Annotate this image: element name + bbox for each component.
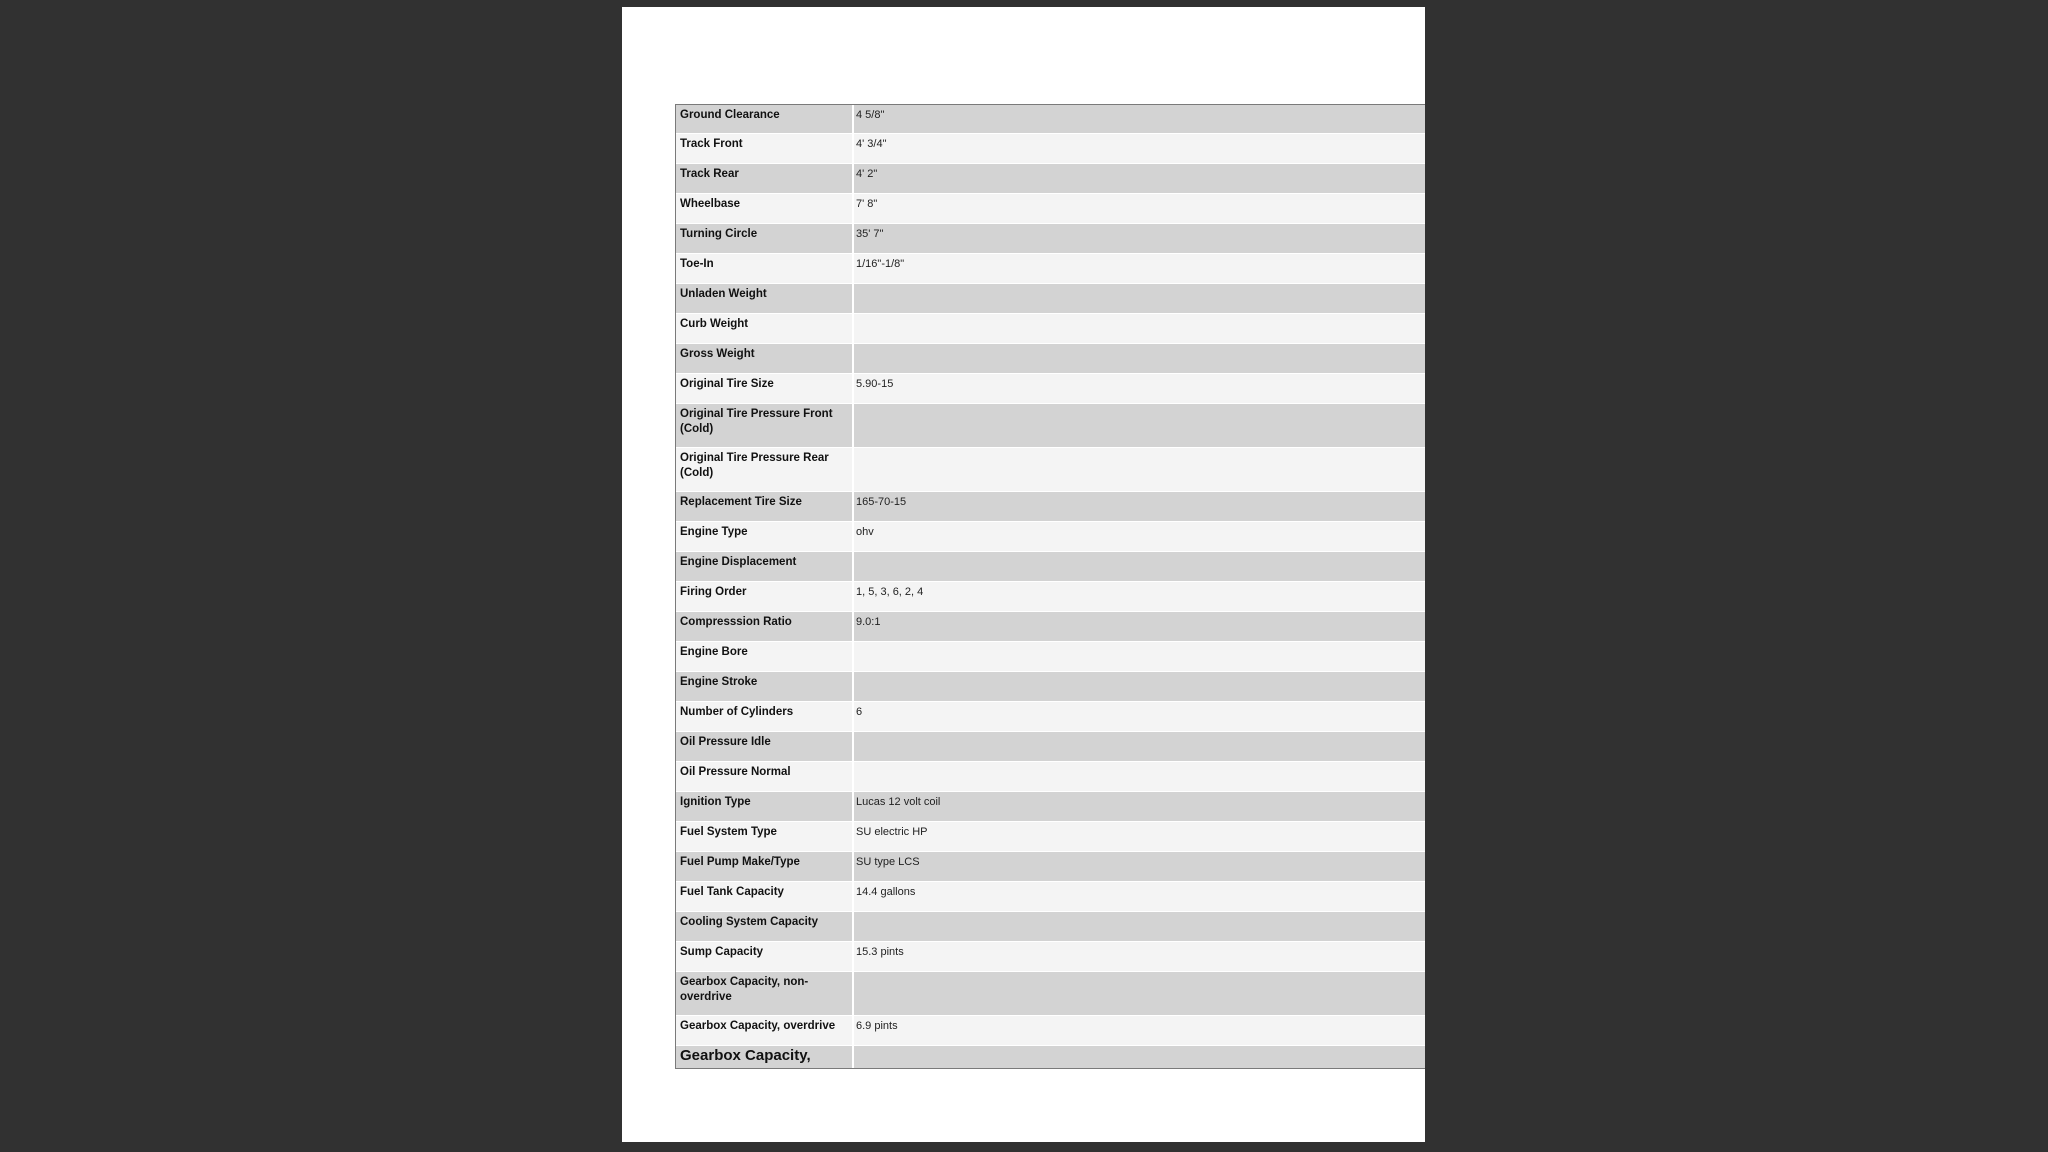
spec-label: Gearbox Capacity, [676, 1046, 854, 1068]
spec-label: Wheelbase [676, 194, 854, 223]
spec-label: Firing Order [676, 582, 854, 611]
spec-label: Unladen Weight [676, 284, 854, 313]
spec-value: 1/16"-1/8" [854, 254, 1425, 283]
spec-label: Gross Weight [676, 344, 854, 373]
table-row [676, 612, 1425, 642]
spec-label: Engine Stroke [676, 672, 854, 701]
spec-value: SU type LCS [854, 852, 1425, 881]
spec-value [854, 284, 1425, 313]
spec-label: Cooling System Capacity [676, 912, 854, 941]
spec-value [854, 344, 1425, 373]
spec-value: Lucas 12 volt coil [854, 792, 1425, 821]
spec-value: 35' 7" [854, 224, 1425, 253]
table-row [676, 284, 1425, 314]
table-row [676, 672, 1425, 702]
spec-label: Compresssion Ratio [676, 612, 854, 641]
table-row [676, 492, 1425, 522]
spec-value: 4' 3/4" [854, 134, 1425, 163]
spec-value [854, 448, 1425, 491]
table-row [676, 448, 1425, 492]
spec-value [854, 732, 1425, 761]
table-row [676, 882, 1425, 912]
table-row [676, 642, 1425, 672]
spec-value [854, 552, 1425, 581]
table-row [676, 522, 1425, 552]
table-row [676, 762, 1425, 792]
spec-value: 4 5/8" [854, 105, 1425, 133]
spec-value: 6.9 pints [854, 1016, 1425, 1045]
spec-value [854, 762, 1425, 791]
spec-value: 6 [854, 702, 1425, 731]
spec-label: Engine Type [676, 522, 854, 551]
spec-value [854, 642, 1425, 671]
table-row [676, 912, 1425, 942]
table-row [676, 105, 1425, 134]
spec-value: 4' 2" [854, 164, 1425, 193]
spec-value [854, 972, 1425, 1015]
spec-label: Oil Pressure Normal [676, 762, 854, 791]
specifications-table [675, 104, 1425, 1069]
spec-value [854, 314, 1425, 343]
table-row [676, 344, 1425, 374]
spec-label: Fuel Pump Make/Type [676, 852, 854, 881]
spec-label: Sump Capacity [676, 942, 854, 971]
spec-value: ohv [854, 522, 1425, 551]
spec-label: Replacement Tire Size [676, 492, 854, 521]
spec-label: Track Rear [676, 164, 854, 193]
table-row [676, 224, 1425, 254]
spec-label: Engine Bore [676, 642, 854, 671]
spec-label: Original Tire Pressure Rear (Cold) [676, 448, 854, 491]
table-row [676, 254, 1425, 284]
spec-label: Turning Circle [676, 224, 854, 253]
document-page [622, 7, 1425, 1142]
spec-value: 9.0:1 [854, 612, 1425, 641]
spec-label: Original Tire Size [676, 374, 854, 403]
spec-label: Fuel Tank Capacity [676, 882, 854, 911]
table-row [676, 732, 1425, 762]
spec-label: Fuel System Type [676, 822, 854, 851]
spec-label: Oil Pressure Idle [676, 732, 854, 761]
table-row [676, 404, 1425, 448]
table-row [676, 582, 1425, 612]
spec-value [854, 672, 1425, 701]
table-row [676, 822, 1425, 852]
spec-label: Gearbox Capacity, non-overdrive [676, 972, 854, 1015]
spec-value [854, 912, 1425, 941]
spec-value: 14.4 gallons [854, 882, 1425, 911]
spec-label: Number of Cylinders [676, 702, 854, 731]
table-row [676, 972, 1425, 1016]
table-row [676, 134, 1425, 164]
table-row [676, 194, 1425, 224]
table-row [676, 552, 1425, 582]
table-row [676, 314, 1425, 344]
spec-label: Ignition Type [676, 792, 854, 821]
table-row [676, 374, 1425, 404]
table-row [676, 702, 1425, 732]
table-row [676, 942, 1425, 972]
spec-label: Toe-In [676, 254, 854, 283]
spec-label: Track Front [676, 134, 854, 163]
table-row [676, 852, 1425, 882]
spec-value: 165-70-15 [854, 492, 1425, 521]
spec-label: Ground Clearance [676, 105, 854, 133]
spec-value: SU electric HP [854, 822, 1425, 851]
spec-label: Original Tire Pressure Front (Cold) [676, 404, 854, 447]
table-row [676, 1046, 1425, 1068]
spec-value: 1, 5, 3, 6, 2, 4 [854, 582, 1425, 611]
table-row [676, 792, 1425, 822]
spec-label: Curb Weight [676, 314, 854, 343]
spec-value: 5.90-15 [854, 374, 1425, 403]
spec-value: 7' 8" [854, 194, 1425, 223]
spec-value: 15.3 pints [854, 942, 1425, 971]
spec-value [854, 404, 1425, 447]
table-row [676, 164, 1425, 194]
spec-value [854, 1046, 1425, 1068]
spec-label: Gearbox Capacity, overdrive [676, 1016, 854, 1045]
spec-label: Engine Displacement [676, 552, 854, 581]
table-row [676, 1016, 1425, 1046]
